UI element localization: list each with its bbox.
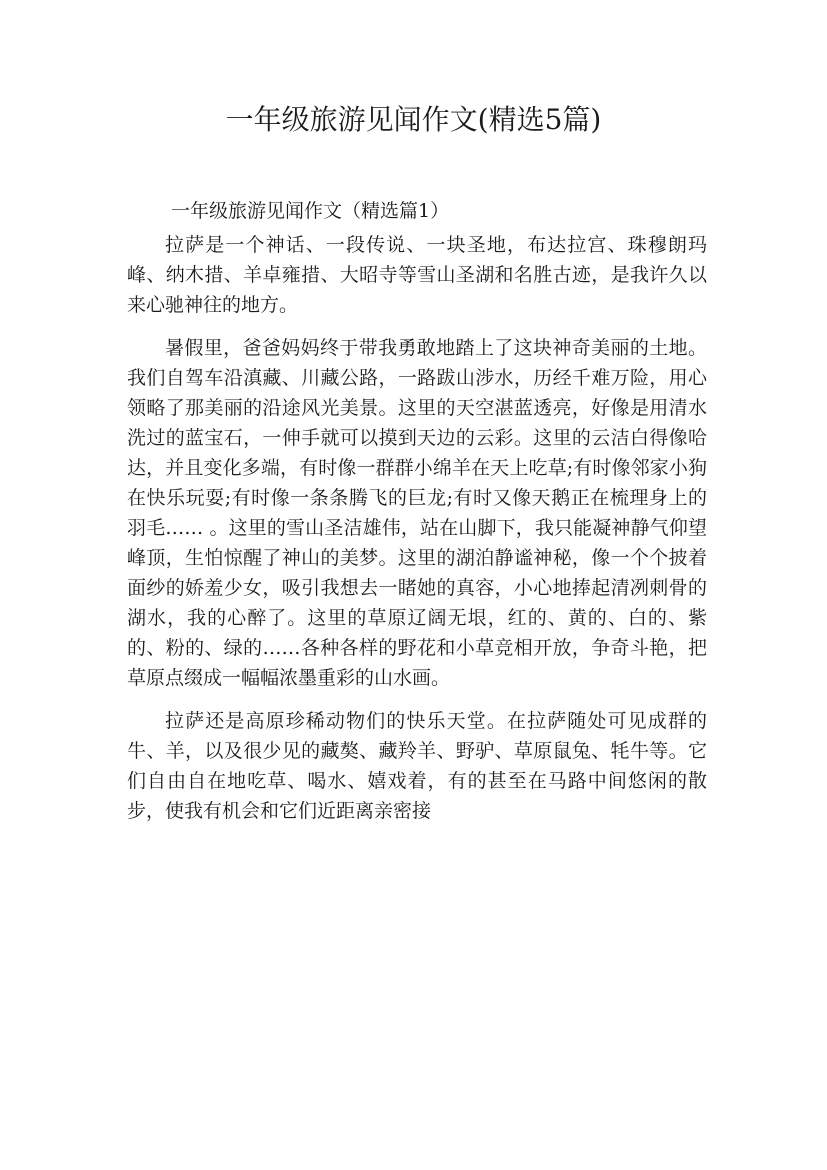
document-title: 一年级旅游见闻作文(精选5篇) bbox=[225, 103, 602, 136]
paragraph-2: 暑假里，爸爸妈妈终于带我勇敢地踏上了这块神奇美丽的土地。我们自驾车沿滇藏、川藏公路，一路跋山涉水，历经千难万险，用心领略了那美丽的沿途风光美景。这里的天空湛蓝透亮，好像是用清水洗过的蓝宝石，一伸手就可以摸到天边的云彩。这里的云洁白得像哈达，并且变化多端，有时像一群群小绵羊在天上吃草;有时像邻家小狗在快乐玩耍;有时像一条条腾飞的巨龙;有时又像天鹅正在梳理身上的羽毛…… 。这里的雪山圣洁雄伟，站在山脚下，我只能凝神静气仰望峰顶，生怕惊醒了神山的美梦。这里的湖泊静谧神秘，像一个个披着面纱的娇羞少女，吸引我想去一睹她的真容，小心地捧起清冽刺骨的湖水，我的心醉了。这里的草原辽阔无垠，红的、黄的、白的、紫的、粉的、绿的……各种各样的野花和小草竞相开放，争奇斗艳，把草原点缀成一幅幅浓墨重彩的山水画。 bbox=[127, 337, 707, 689]
paragraph-3: 拉萨还是高原珍稀动物们的快乐天堂。在拉萨随处可见成群的牛、羊，以及很少见的藏獒、藏羚羊、野驴、草原鼠兔、牦牛等。它们自由自在地吃草、喝水、嬉戏着，有的甚至在马路中间悠闲的散步，使我有机会和它们近距离亲密接 bbox=[127, 710, 707, 822]
paragraph-1: 拉萨是一个神话、一段传说、一块圣地，布达拉宫、珠穆朗玛峰、纳木措、羊卓雍措、大昭寺等雪山圣湖和名胜古迹，是我许久以来心驰神往的地方。 bbox=[127, 234, 707, 316]
document-body bbox=[127, 196, 707, 826]
section-heading: 一年级旅游见闻作文（精选篇1） bbox=[171, 200, 450, 222]
